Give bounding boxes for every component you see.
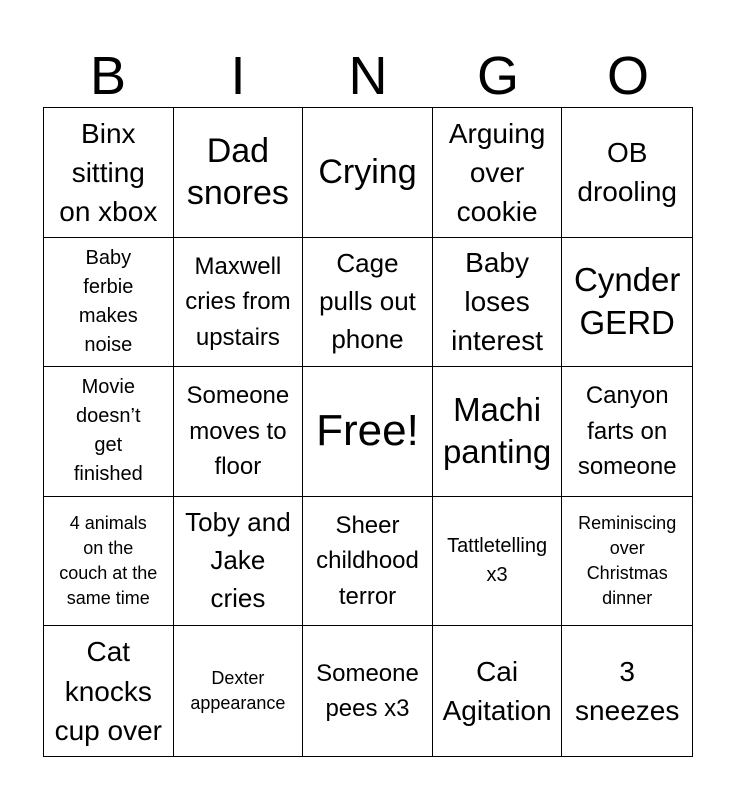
bingo-cell[interactable]: Cynder GERD — [562, 238, 692, 368]
bingo-cell[interactable]: Binx sitting on xbox — [44, 108, 174, 238]
bingo-cell[interactable]: Toby and Jake cries — [174, 497, 304, 627]
bingo-cell[interactable]: Cage pulls out phone — [303, 238, 433, 368]
bingo-cell[interactable]: Cai Agitation — [433, 626, 563, 756]
bingo-cell[interactable]: Dexter appearance — [174, 626, 304, 756]
header-letter-g: G — [476, 46, 519, 106]
bingo-cell[interactable]: Reminiscing over Christmas dinner — [562, 497, 692, 627]
header-letter-n: N — [348, 46, 388, 106]
header-letter-i: I — [230, 46, 246, 106]
bingo-header — [43, 44, 693, 108]
bingo-cell[interactable]: OB drooling — [562, 108, 692, 238]
bingo-cell[interactable]: Movie doesn’t get finished — [44, 367, 174, 497]
bingo-cell[interactable]: Someone moves to floor — [174, 367, 304, 497]
bingo-cell[interactable]: Tattletelling x3 — [433, 497, 563, 627]
bingo-cell[interactable]: Cat knocks cup over — [44, 626, 174, 756]
bingo-cell[interactable]: Someone pees x3 — [303, 626, 433, 756]
bingo-cell[interactable]: Sheer childhood terror — [303, 497, 433, 627]
bingo-cell[interactable]: Canyon farts on someone — [562, 367, 692, 497]
bingo-cell[interactable]: Baby ferbie makes noise — [44, 238, 174, 368]
header-letter-b: B — [89, 46, 127, 106]
bingo-cell[interactable]: Machi panting — [433, 367, 563, 497]
bingo-cell[interactable]: Baby loses interest — [433, 238, 563, 368]
bingo-cell[interactable]: Dad snores — [174, 108, 304, 238]
bingo-grid — [43, 107, 693, 757]
bingo-cell-free[interactable]: Free! — [303, 367, 433, 497]
bingo-cell[interactable]: Maxwell cries from upstairs — [174, 238, 304, 368]
bingo-cell[interactable]: Arguing over cookie — [433, 108, 563, 238]
bingo-cell[interactable]: 3 sneezes — [575, 656, 680, 727]
bingo-cell[interactable]: Crying — [303, 108, 433, 238]
header-letter-o: O — [606, 46, 649, 106]
bingo-cell[interactable]: 4 animals on the couch at the same time — [44, 497, 174, 627]
